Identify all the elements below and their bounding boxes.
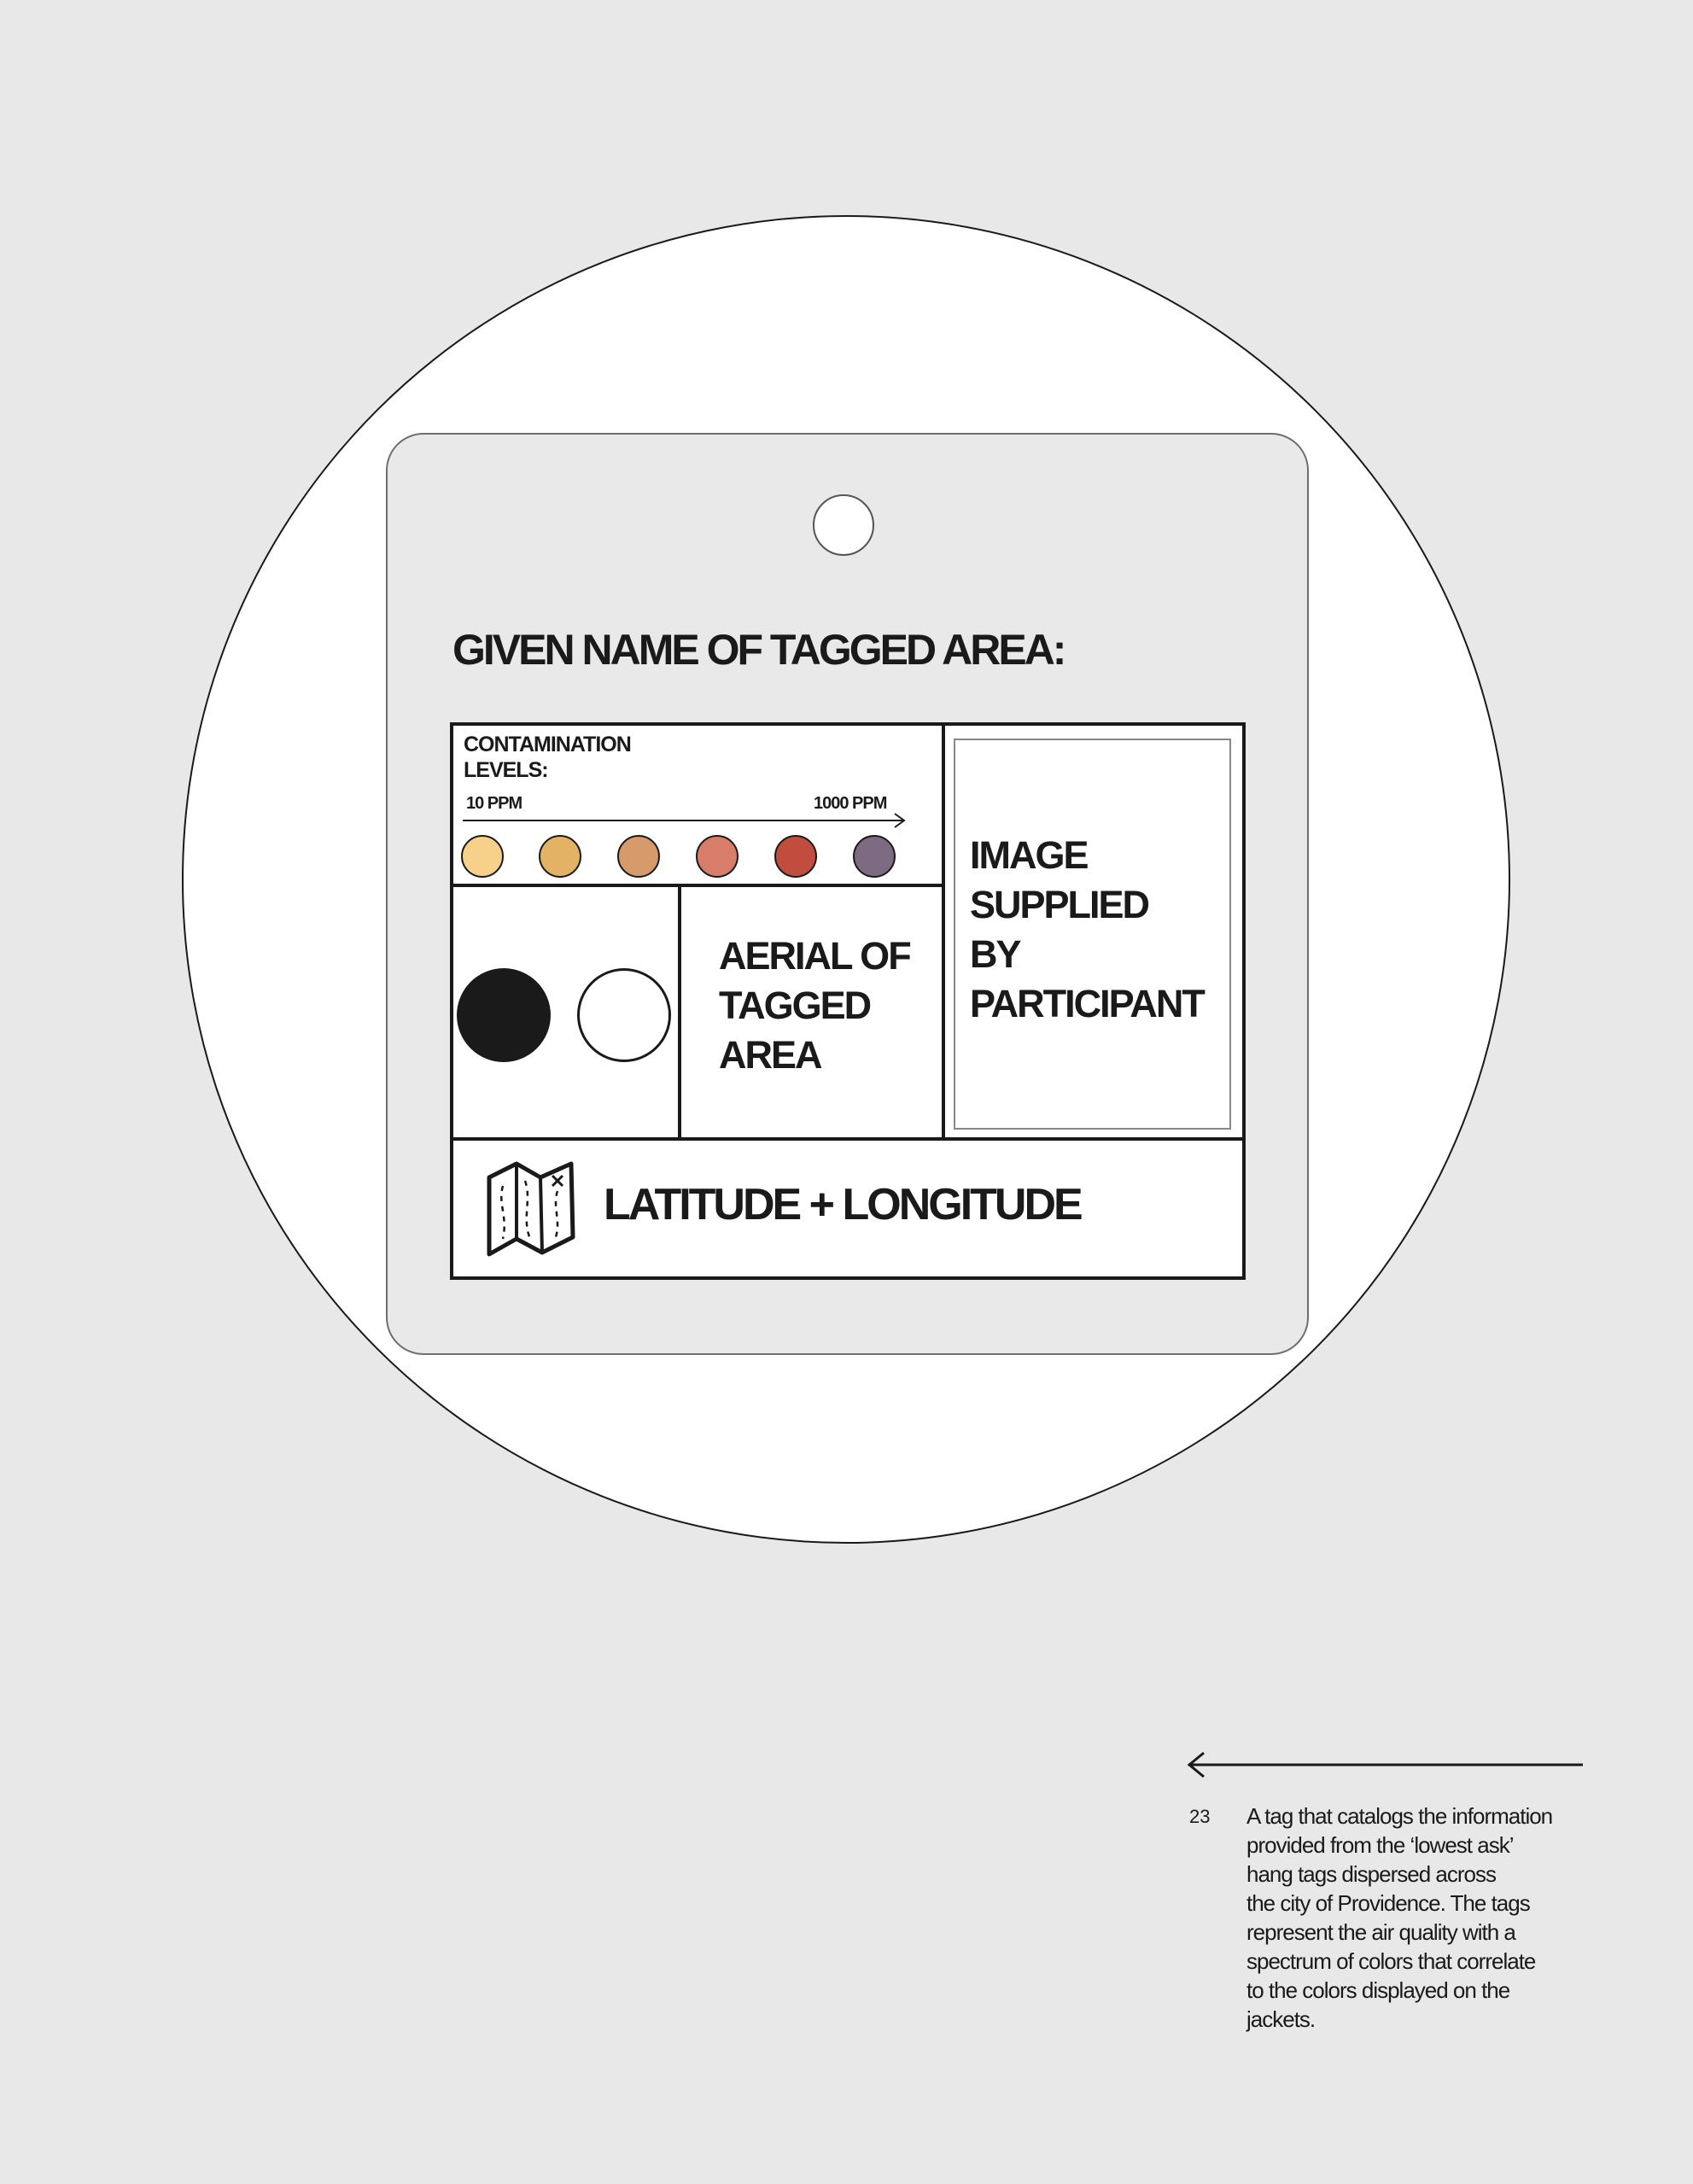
caption-line: the city of Providence. The tags <box>1246 1890 1530 1916</box>
caption-line: jackets. <box>1246 2006 1316 2032</box>
image-label <box>970 831 1204 1029</box>
scale-min-label: 10 PPM <box>466 794 522 813</box>
caption-line: to the colors displayed on the <box>1246 1977 1510 2003</box>
image-label-line: SUPPLIED <box>970 883 1149 926</box>
contamination-swatch <box>853 835 896 878</box>
caption-line: A tag that catalogs the information <box>1246 1803 1553 1829</box>
caption-line: spectrum of colors that correlate <box>1246 1948 1536 1974</box>
caption <box>1246 1802 1588 2034</box>
image-label-line: PARTICIPANT <box>970 982 1204 1025</box>
caption-line: represent the air quality with a <box>1246 1919 1515 1945</box>
caption-line: hang tags dispersed across <box>1246 1861 1496 1887</box>
scale-max-label: 1000 PPM <box>814 794 887 813</box>
aerial-label-line: AREA <box>719 1033 821 1077</box>
image-label-line: BY <box>970 932 1020 976</box>
contamination-label <box>464 732 686 783</box>
image-label-line: IMAGE <box>970 833 1088 877</box>
contamination-label-line: LEVELS: <box>464 758 548 782</box>
contamination-swatch <box>461 835 504 878</box>
folded-map-with-x-icon <box>482 1157 581 1268</box>
contamination-label-line: CONTAMINATION <box>464 733 631 756</box>
page-number: 23 <box>1189 1806 1211 1827</box>
contamination-swatch <box>617 835 660 878</box>
aerial-label <box>719 931 910 1080</box>
aerial-label-line: AERIAL OF <box>719 934 910 978</box>
empty-circle-indicator <box>577 968 671 1062</box>
scale-arrow-icon <box>461 811 909 830</box>
filled-circle-indicator <box>457 968 551 1062</box>
contamination-swatch <box>774 835 817 878</box>
location-label: LATITUDE + LONGITUDE <box>604 1180 1081 1229</box>
left-arrow-icon <box>1185 1750 1586 1779</box>
contamination-swatch <box>539 835 581 878</box>
tag-title: GIVEN NAME OF TAGGED AREA: <box>452 626 1065 674</box>
tag-hole <box>813 494 874 556</box>
contamination-swatch <box>696 835 738 878</box>
caption-line: provided from the ‘lowest ask’ <box>1246 1832 1514 1858</box>
aerial-label-line: TAGGED <box>719 984 871 1027</box>
